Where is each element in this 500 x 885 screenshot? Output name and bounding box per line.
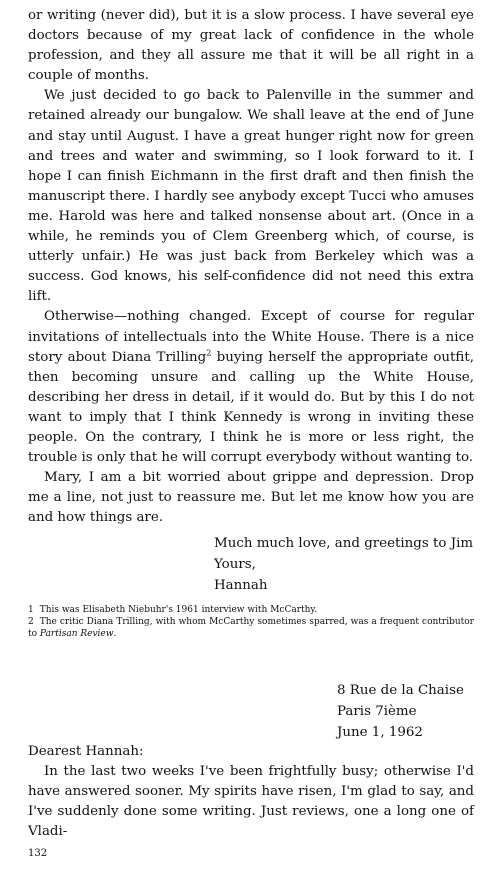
paragraph-3 [28, 307, 474, 468]
paragraph-1: or writing (never did), but it is a slow process. I have several eye doctors because of my great lack of confidence in the whole profession, and they all assure me that it will be all right in a couple of months. [28, 8, 474, 84]
second-letter-paragraph-1: In the last two weeks I've been frightfully busy; otherwise I'd have answered sooner. My spirits have risen, I'm glad to say, and I've suddenly done some writing. Just reviews, one a long one of Vladi- [28, 764, 474, 840]
letter-closing [214, 533, 473, 596]
paragraph-4: Mary, I am a bit worried about grippe and depression. Drop me a line, not just to reassure me. But let me know how you are and how things are. [28, 470, 474, 526]
salutation: Dearest Hannah: [28, 744, 144, 759]
footnote-ref-2: 2 [206, 348, 212, 358]
footnote-1-number: 1 [28, 605, 34, 615]
footnote-2-journal: Partisan Review [39, 629, 114, 639]
footnote-2-number: 2 [28, 617, 34, 627]
footnote-1 [28, 604, 474, 616]
closing-signature: Hannah [214, 578, 268, 593]
footnote-1-text: This was Elisabeth Niebuhr's 1961 interview with McCarthy. [39, 605, 318, 615]
page-number: 132 [28, 848, 48, 859]
second-letter [28, 742, 474, 842]
address-street: 8 Rue de la Chaise [337, 683, 464, 698]
footnote-2-text-a: The critic Diana Trilling, with whom McCarthy sometimes sparred, was a frequent contributor to [28, 617, 474, 639]
paragraph-3-part-b: buying herself the appropriate outfit, then becoming unsure and calling up the White House, describing her dress in detail, if it would do. But by this I do not want to imply that I think Kennedy is wrong in inviting these people. On the contrary, I think he is more or less right, the trouble is only that he will corrupt everybody without wanting to. [28, 349, 474, 466]
letter-date: June 1, 1962 [337, 725, 423, 740]
address-city: Paris 7ième [337, 704, 417, 719]
letter-address [337, 680, 464, 743]
paragraph-2: We just decided to go back to Palenville in the summer and retained already our bungalow. We shall leave at the end of June and stay until August. I have a great hunger right now for green and trees and water and swimming, so I look forward to it. I hope I can finish Eichmann in the first draft and then finish the manuscript there. I hardly see anybody except Tucci who amuses me. Harold was here and talked nonsense about art. (Once in a while, he reminds you of Clem Greenberg which, of course, is utterly unfair.) He was just back from Berkeley which was a success. God knows, his self-confidence did not need this extra lift. [28, 88, 474, 305]
letter-body [28, 6, 474, 528]
paragraph-3-part-a: Otherwise—nothing changed. Except of course for regular invitations of intellectuals into the White House. There is a nice story about Diana Trilling [28, 309, 474, 365]
closing-line-1: Much much love, and greetings to Jim [214, 536, 474, 551]
closing-line-2: Yours, [214, 557, 256, 572]
footnotes [28, 604, 474, 640]
footnote-2-text-b: . [113, 629, 117, 639]
footnote-2 [28, 616, 474, 640]
